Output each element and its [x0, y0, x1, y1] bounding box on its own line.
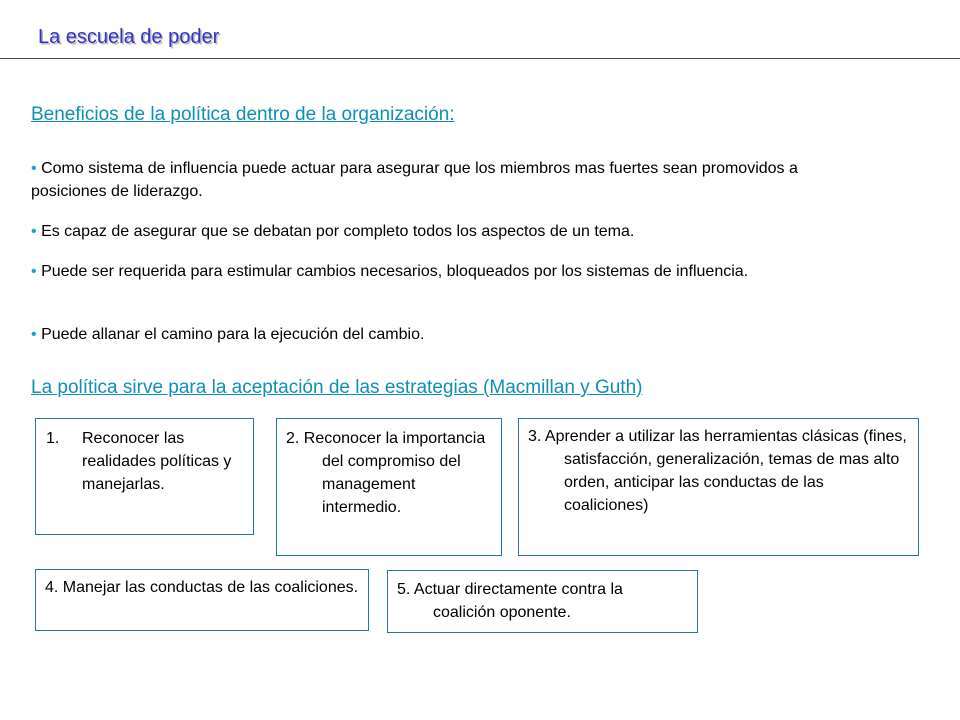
- strategy-text: Reconocer la importancia del compromiso del management intermedio.: [303, 430, 486, 516]
- benefit-text: Es capaz de asegurar que se debatan por completo todos los aspectos de un tema.: [41, 223, 635, 240]
- strategy-number: 5.: [397, 581, 411, 598]
- bullet-icon: •: [31, 223, 37, 240]
- benefits-heading: Beneficios de la política dentro de la organización:: [31, 104, 455, 125]
- benefit-item-1: [31, 157, 831, 203]
- strategy-box-5: [387, 570, 698, 633]
- header-divider: [0, 58, 960, 59]
- benefit-text: Como sistema de influencia puede actuar para asegurar que los miembros mas fuertes sean promovidos a posiciones de liderazgo.: [31, 160, 798, 200]
- bullet-icon: •: [31, 160, 37, 177]
- strategy-text: Reconocer las realidades políticas y manejarlas.: [82, 430, 232, 493]
- benefit-text: Puede ser requerida para estimular cambios necesarios, bloqueados por los sistemas de influencia.: [41, 263, 749, 280]
- benefit-item-2: [31, 220, 831, 243]
- page-title: La escuela de poder: [38, 26, 220, 48]
- strategy-text: Aprender a utilizar las herramientas clásicas (fines, satisfacción, generalización, temas de mas alto orden, anticipar las conductas de las coaliciones): [544, 428, 907, 514]
- strategy-text: Actuar directamente contra la coalición oponente.: [413, 581, 623, 621]
- strategy-box-2: [276, 418, 502, 556]
- benefit-item-4: [31, 323, 831, 346]
- strategy-text: Manejar las conductas de las coaliciones.: [62, 579, 359, 596]
- strategies-heading: La política sirve para la aceptación de las estrategias (Macmillan y Guth): [31, 377, 643, 398]
- strategy-box-3: [518, 418, 919, 556]
- bullet-icon: •: [31, 326, 37, 343]
- benefit-item-3: [31, 260, 801, 283]
- strategy-number: 3.: [528, 428, 542, 445]
- strategy-box-4: [35, 569, 369, 631]
- strategy-number: 4.: [45, 579, 59, 596]
- bullet-icon: •: [31, 263, 37, 280]
- strategy-number: 1.: [46, 430, 60, 447]
- strategy-box-1: [35, 418, 254, 535]
- benefit-text: Puede allanar el camino para la ejecución del cambio.: [41, 326, 425, 343]
- strategy-number: 2.: [286, 430, 300, 447]
